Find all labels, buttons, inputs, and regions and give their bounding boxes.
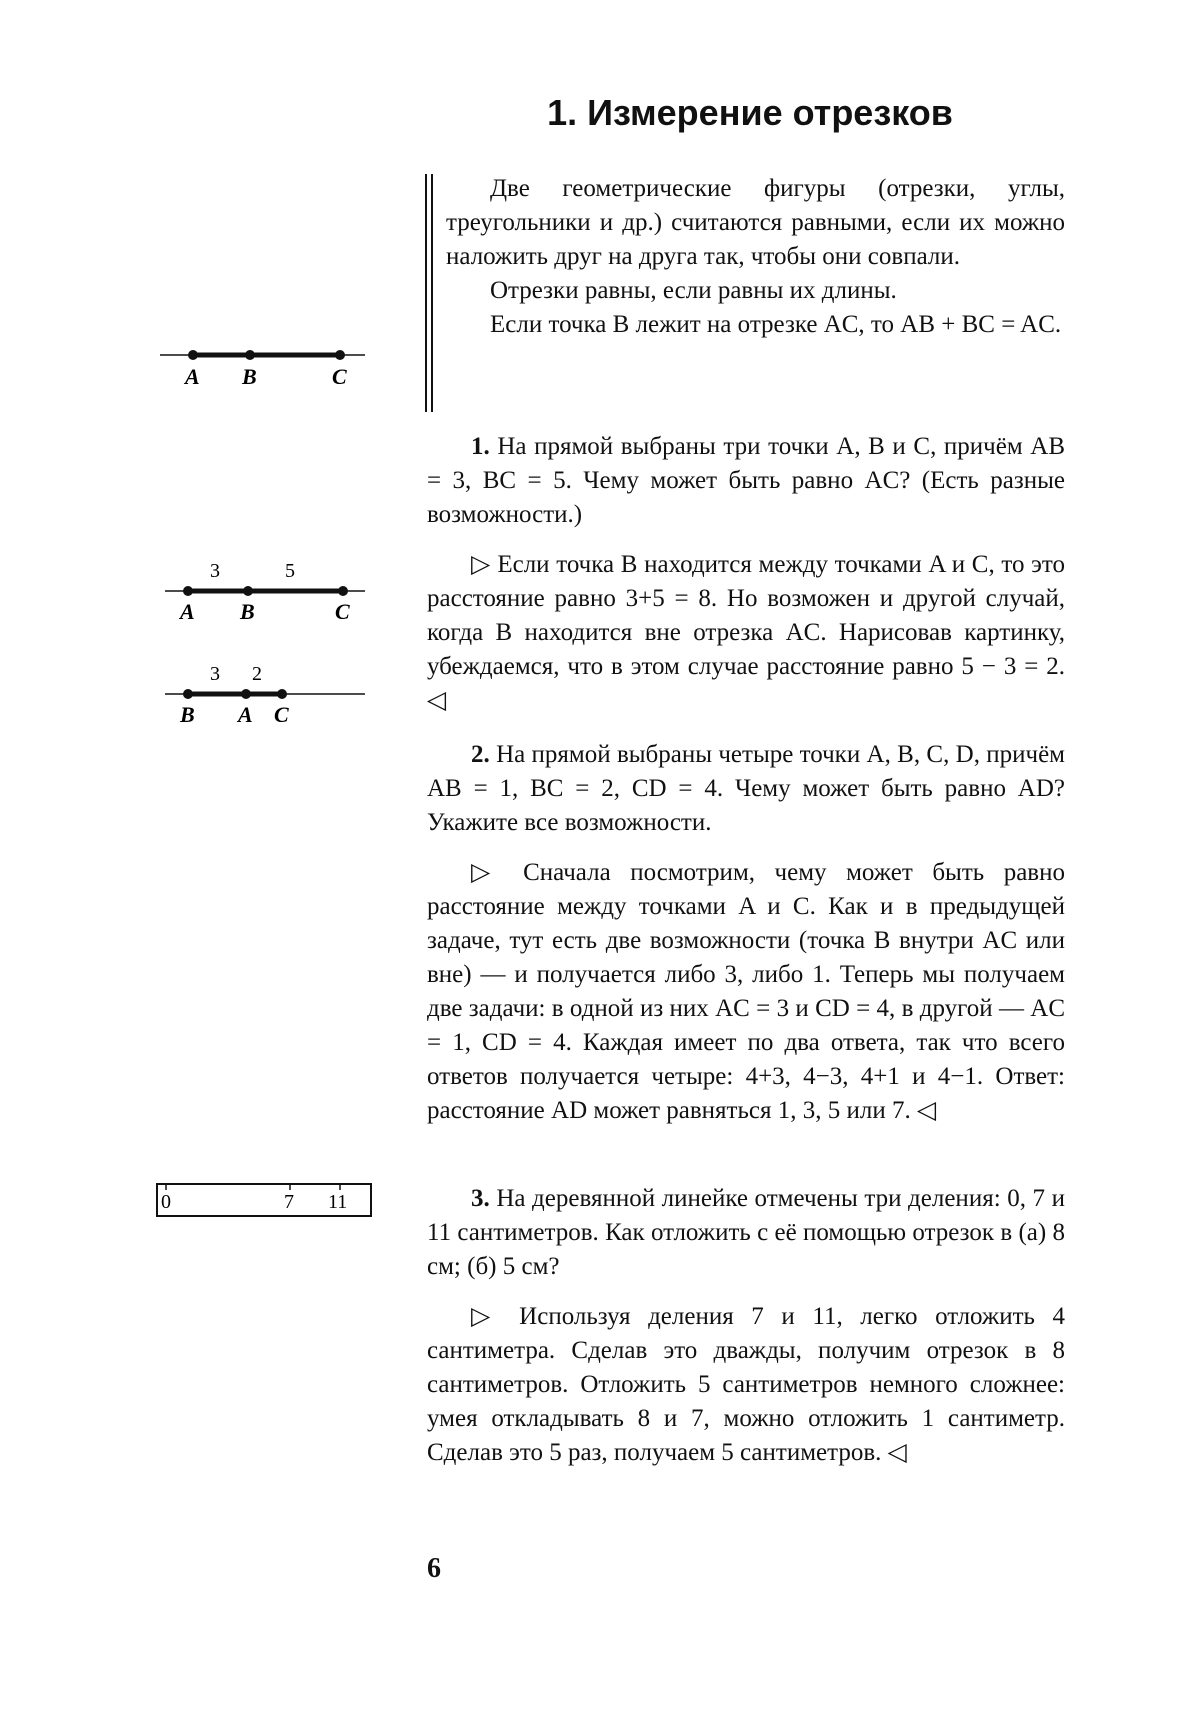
problem-number: 1. xyxy=(471,433,490,460)
ruler-mark-0: 0 xyxy=(161,1191,171,1213)
section-title xyxy=(430,92,1070,134)
solution-text: ▷ Сначала посмотрим, чему может быть равно расстояние между точками A и C. Как и в предыдущей задаче, тут есть две возможности (точка B внутри AC или вне) — и получается либо 3, либо 1. Теперь мы получаем две задачи: в одной из них AC = 3 и CD = 4, в другой — AC = 1, CD = 4. Каждая имеет по два ответа, так что всего ответов получается четыре: 4+3, 4−3, 4+1 и 4−1. Ответ: расстояние AD может равняться 1, 3, 5 или 7. ◁ xyxy=(427,859,1065,1124)
point-c xyxy=(338,586,348,596)
solution-3 xyxy=(427,1300,1065,1470)
point-a xyxy=(183,586,193,596)
label-b: B xyxy=(180,702,195,727)
point-a xyxy=(241,689,251,699)
label-b: B xyxy=(242,364,257,389)
problem-2 xyxy=(427,738,1065,840)
ruler-mark-7: 7 xyxy=(284,1191,294,1213)
problem-1 xyxy=(427,430,1065,532)
definition-paragraph-3: Если точка B лежит на отрезке AC, то AB + BC = AC. xyxy=(490,311,1062,338)
problem-number: 2. xyxy=(471,741,490,768)
section-number: 1. xyxy=(547,92,578,133)
point-a xyxy=(188,350,198,360)
page-number: 6 xyxy=(427,1553,441,1584)
length-ab: 3 xyxy=(210,560,220,582)
problem-text: На прямой выбраны три точки A, B и C, причём AB = 3, BC = 5. Чему может быть равно AC? (Есть разные возможности.) xyxy=(427,433,1065,528)
point-b xyxy=(243,586,253,596)
point-c xyxy=(335,350,345,360)
label-c: C xyxy=(332,364,347,389)
figure-ruler xyxy=(155,1182,375,1222)
label-b: B xyxy=(240,599,255,624)
ruler-mark-11: 11 xyxy=(328,1191,348,1213)
section-title-text: Измерение отрезков xyxy=(587,92,953,133)
definition-marker xyxy=(425,174,433,412)
point-b xyxy=(245,350,255,360)
figure-b-outside xyxy=(160,658,375,728)
length-ba: 3 xyxy=(210,663,220,685)
problem-number: 3. xyxy=(471,1185,490,1212)
definition-paragraph-1: Две геометрические фигуры (отрезки, углы, треугольники и др.) считаются равными, если их можно наложить друг на друга так, чтобы они совпали. xyxy=(446,175,1065,270)
definition-paragraph-2: Отрезки равны, если равны их длины. xyxy=(490,277,897,304)
problem-text: На деревянной линейке отмечены три деления: 0, 7 и 11 сантиметров. Как отложить с её помощью отрезок в (а) 8 см; (б) 5 см? xyxy=(427,1185,1065,1280)
point-b xyxy=(183,689,193,699)
length-bc: 5 xyxy=(285,560,295,582)
solution-text: ▷ Используя деления 7 и 11, легко отложить 4 сантиметра. Сделав это дважды, получим отрезок в 8 сантиметров. Отложить 5 сантиметров немного сложнее: умея откладывать 8 и 7, можно отложить 1 сантиметр. Сделав это 5 раз, получаем 5 сантиметров. ◁ xyxy=(427,1303,1065,1466)
label-c: C xyxy=(335,599,350,624)
problem-3 xyxy=(427,1182,1065,1284)
point-c xyxy=(277,689,287,699)
label-a: A xyxy=(185,364,200,389)
solution-2 xyxy=(427,856,1065,1128)
figure-b-between xyxy=(160,555,375,625)
label-c: C xyxy=(274,702,289,727)
definition-block xyxy=(446,172,1065,342)
label-a: A xyxy=(180,599,195,624)
length-ac: 2 xyxy=(252,663,262,685)
solution-1 xyxy=(427,548,1065,718)
label-a: A xyxy=(238,702,253,727)
solution-text: ▷ Если точка B находится между точками A и C, то это расстояние равно 3+5 = 8. Но возможен и другой случай, когда B находится вне отрезка AC. Нарисовав картинку, убеждаемся, что в этом случае расстояние равно 5 − 3 = 2. ◁ xyxy=(427,551,1065,714)
problem-text: На прямой выбраны четыре точки A, B, C, D, причём AB = 1, BC = 2, CD = 4. Чему может быть равно AD? Укажите все возможности. xyxy=(427,741,1066,836)
figure-segment-abc xyxy=(150,340,370,390)
